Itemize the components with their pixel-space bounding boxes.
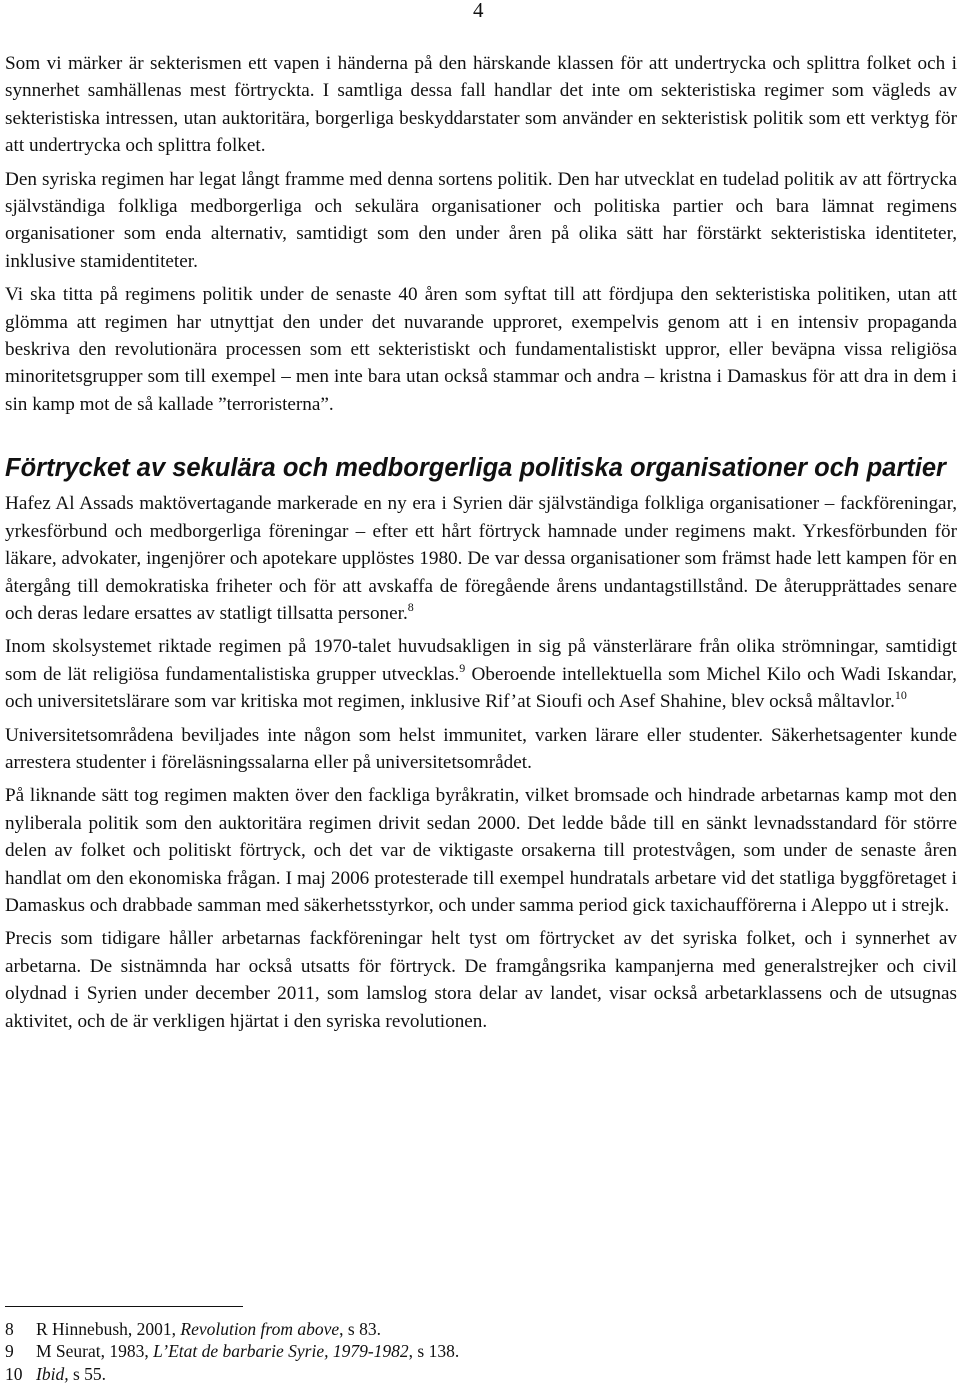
footnotes <box>5 1318 945 1385</box>
footnote-text <box>36 1363 106 1385</box>
footnote-ref[interactable]: 8 <box>407 599 414 614</box>
paragraph: Universitetsområdena beviljades inte någon som helst immunitet, varken lärare eller studenter. Säkerhetsagenter kunde arrestera studenter i föreläsningssalarna eller på universitetsområdet. <box>5 724 957 773</box>
paragraph: Precis som tidigare håller arbetarnas fackföreningar helt tyst om förtrycket av det syriska folket, och i synnerhet av arbetarna. De sistnämnda har också utsatts för förtryck. De framgångsrika kampanjerna med generalstrejker och civil olydnad i Syrien under december 2011, som lamslog stora delar av landet, visar också arbetarklassens och de utsugnas aktivitet, och de är verkligen hjärtat i den syriska revolutionen. <box>5 928 957 1032</box>
footnote-number: 9 <box>5 1341 14 1362</box>
section-heading: Förtrycket av sekulära och medborgerliga politiska organisationer och partier <box>5 454 946 483</box>
footnote-author: M Seurat, 1983, <box>36 1341 154 1362</box>
paragraph <box>5 490 957 627</box>
body-text <box>5 50 957 1041</box>
paragraph: Den syriska regimen har legat långt framme med denna sortens politik. Den har utvecklat en tudelad politik av att förtrycka självständiga folkliga medborgerliga och sekulära organisationer och politiska partier och bara lämnat regimens organisationer som enda alternativ, samtidigt som den under åren på olika sätt har förstärkt sekteristiska identiteter, inklusive stamidentiteter. <box>5 168 957 272</box>
footnote-number: 8 <box>5 1319 14 1339</box>
paragraph: På liknande sätt tog regimen makten över den fackliga byråkratin, vilket bromsade och hindrade arbetarnas kamp mot den nyliberala politik som den auktoritära regimen drivit sedan 2000. Det ledde både till en sänkt levnadsstandard för större delen av folket och politiskt förtryck, och det var de viktigaste orsakerna till protestvågen, som under de senaste åren handlat om den ekonomiska frågan. I maj 2006 protesterade till exempel hundratals arbetare vid det statliga byggföretaget i Damaskus och drabbade samman med säkerhetsstyrkor, och under samma period gick taxichaufförerna i Aleppo ut i strejk. <box>5 785 957 916</box>
paragraph-text: Inom skolsystemet riktade regimen på 1970-talet huvudsakligen in sig på vänsterlärare från olika strömningar, samtidigt som de lät religiösa fundamentalistiska grupper utvecklas. <box>5 636 957 685</box>
footnote-number: 10 <box>5 1363 23 1384</box>
paragraph-text: Hafez Al Assads maktövertagande markerade en ny era i Syrien där självständiga folkliga organisationer – fackföreningar, yrkesförbund och medborgerliga föreningar – efter ett hårt förtryck hamnade under regimens makt. Yrkesförbunden för läkare, advokater, ingenjörer och apotekare upplöstes 1980. De var dessa organisationer som främst hade lett kampen för en återgång till demokratiska friheter och för att avskaffa de föregående årens undantagstillstånd. De återupprättades senare och deras ledare ersattes av statligt tillsatta personer. <box>5 493 957 624</box>
footnote <box>5 1318 945 1340</box>
paragraph: Som vi märker är sekterismen ett vapen i händerna på den härskande klassen för att undertrycka och splittra folket och i synnerhet samhällenas mest förtryckta. I samtliga dessa fall handlar det inte om sekteristiska regimer som vägleds av sekteristiska intressen, utan auktoritära, borgerliga beskyddarstater som använder en sekteristisk politik som ett verktyg för att undertrycka och splittra folket. <box>5 53 957 157</box>
footnote-text <box>36 1318 381 1340</box>
footnote-title: Ibid, <box>36 1363 69 1384</box>
footnote <box>5 1363 945 1385</box>
footnote-page: s 55. <box>68 1363 107 1384</box>
paragraph-text: Oberoende intellektuella som Michel Kilo och Wadi Iskandar, och universitetslärare som var kritiska mot regimen, inklusive Rif’at Sioufi och Asef Shahine, blev också måltavlor. <box>5 663 957 713</box>
footnote-title: Revolution from above <box>180 1319 340 1339</box>
footnote-text <box>36 1340 459 1362</box>
footnote-ref[interactable]: 10 <box>894 688 907 703</box>
paragraph <box>5 633 957 715</box>
paragraph: Vi ska titta på regimens politik under de senaste 40 åren som syftat till att fördjupa den sekteristiska politiken, utan att glömma att regimen har utnyttjat den under det nuvarande upproret, exempelvis genom att i en intensiv propaganda beskriva den revolutionära processen som ett sekteristiskt och fundamentalistiskt uppror, eller beväpna vissa religiösa minoritetsgrupper som till exempel – men inte bara utan också stammar och andra – kristna i Damaskus för att dra in dem i sin kamp mot de så kallade ”terroristerna”. <box>5 284 957 415</box>
footnote-page: , s 138. <box>408 1341 460 1362</box>
footnote-page: , s 83. <box>339 1319 381 1339</box>
footnote-author: R Hinnebush, 2001, <box>36 1319 181 1339</box>
footnote-title: L’Etat de barbarie Syrie, 1979-1982 <box>153 1341 409 1362</box>
footnote-divider <box>5 1306 243 1307</box>
footnote <box>5 1340 945 1362</box>
page-number: 4 <box>473 0 484 22</box>
footnote-ref[interactable]: 9 <box>459 660 466 675</box>
